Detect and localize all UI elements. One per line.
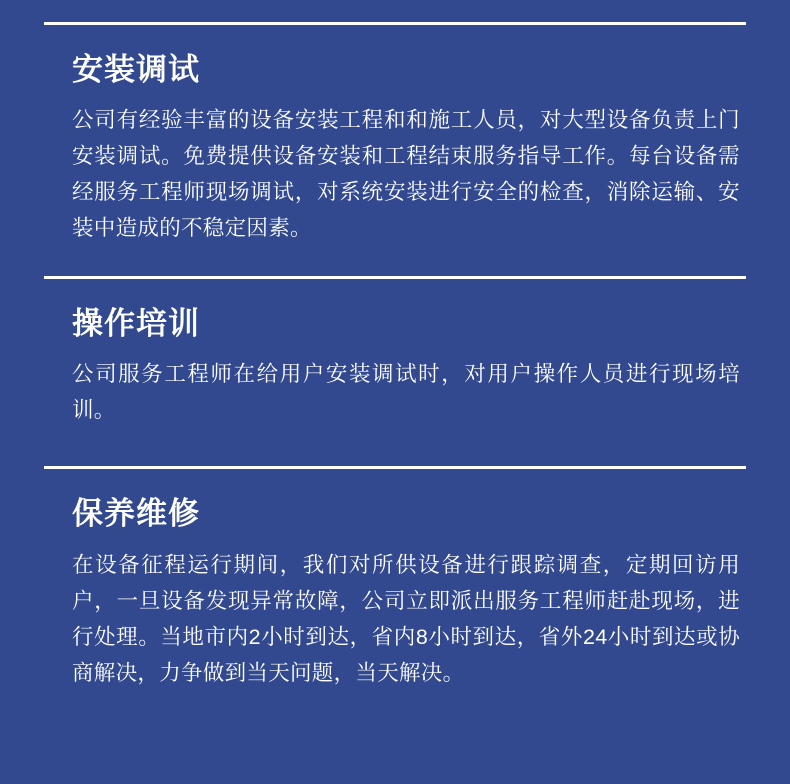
section-training [44, 279, 746, 458]
service-info-page [0, 22, 790, 784]
section-title: 操作培训 [72, 306, 200, 342]
section-body: 公司服务工程师在给用户安装调试时，对用户操作人员进行现场培训。 [72, 362, 740, 423]
section-title: 安装调试 [72, 52, 200, 87]
section-body: 公司有经验丰富的设备安装工程和和施工人员，对大型设备负责上门安装调试。免费提供设备安装和工程结束服务指导工作。每台设备需经服务工程师现场调试，对系统安装进行安全的检查，消除运输、安装中造成的不稳定因素。 [72, 108, 740, 241]
spacer [44, 458, 746, 466]
section-body: 在设备征程运行期间，我们对所供设备进行跟踪调查，定期回访用户，一旦设备发现异常故障，公司立即派出服务工程师赶赴现场，进行处理。当地市内2小时到达，省内8小时到达，省外24小时到达或协商解决，力争做到当天问题，当天解决。 [72, 552, 740, 685]
section-maintenance [44, 469, 746, 700]
section-installation [44, 25, 746, 276]
section-title: 保养维修 [72, 496, 200, 532]
